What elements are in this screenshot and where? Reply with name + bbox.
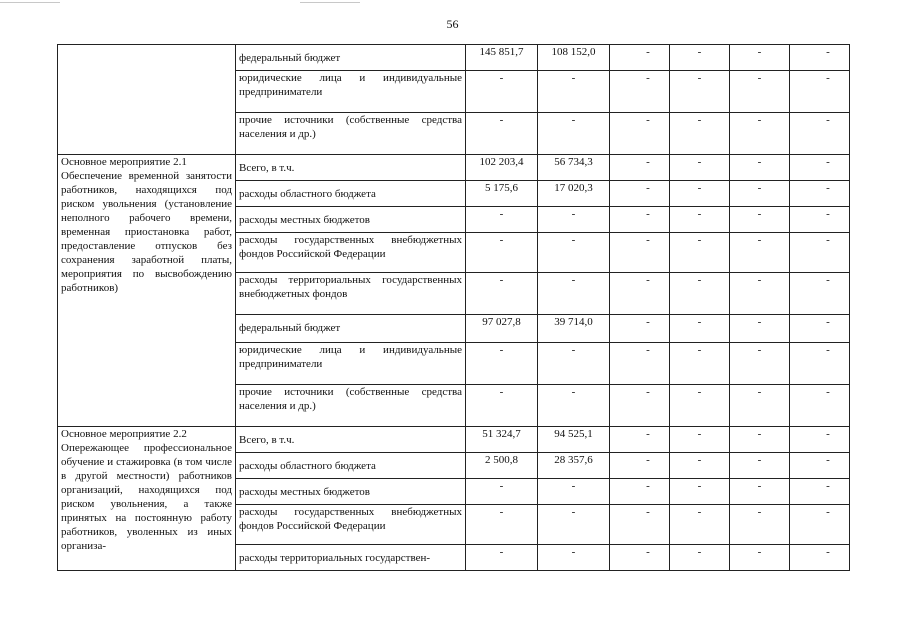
dash-cell: - <box>730 315 790 343</box>
funding-source-cell: федеральный бюджет <box>236 45 466 71</box>
funding-source-cell: расходы государственных внебюджетных фондов Российской Федерации <box>236 505 466 545</box>
scan-edge-mark-mid <box>300 2 360 3</box>
value-cell: 2 500,8 <box>466 453 538 479</box>
funding-source-cell: Всего, в т.ч. <box>236 427 466 453</box>
dash-cell: - <box>610 453 670 479</box>
measure-cell-continued <box>58 45 236 155</box>
dash-cell: - <box>730 385 790 427</box>
value-cell: - <box>538 233 610 273</box>
dash-cell: - <box>730 343 790 385</box>
funding-source-cell: федеральный бюджет <box>236 315 466 343</box>
dash-cell: - <box>670 385 730 427</box>
dash-cell: - <box>670 505 730 545</box>
dash-cell: - <box>610 233 670 273</box>
dash-cell: - <box>610 315 670 343</box>
value-cell: 39 714,0 <box>538 315 610 343</box>
financing-table <box>57 44 850 571</box>
value-cell: - <box>538 545 610 571</box>
dash-cell: - <box>610 343 670 385</box>
value-cell: 94 525,1 <box>538 427 610 453</box>
table-row <box>58 155 850 181</box>
dash-cell: - <box>790 315 850 343</box>
value-cell: - <box>466 273 538 315</box>
value-cell: - <box>538 505 610 545</box>
dash-cell: - <box>730 479 790 505</box>
funding-source-cell: юридические лица и индивидуальные предприниматели <box>236 343 466 385</box>
measure-title: Основное мероприятие 2.2 <box>61 428 187 440</box>
dash-cell: - <box>670 453 730 479</box>
value-cell: - <box>538 343 610 385</box>
dash-cell: - <box>610 545 670 571</box>
dash-cell: - <box>670 273 730 315</box>
measure-description: Обеспечение временной занятости работников, находящихся под риском увольнения (установление неполного рабочего времени, временная приостановка работ, предоставление отпусков без сохранения заработной платы, мероприятия по высвобождению работников) <box>61 170 232 294</box>
value-cell: - <box>466 233 538 273</box>
value-cell: 51 324,7 <box>466 427 538 453</box>
funding-source-cell: расходы территориальных государственных внебюджетных фондов <box>236 273 466 315</box>
dash-cell: - <box>790 273 850 315</box>
dash-cell: - <box>790 453 850 479</box>
scan-edge-mark-left <box>0 2 60 3</box>
dash-cell: - <box>730 453 790 479</box>
value-cell: - <box>466 479 538 505</box>
dash-cell: - <box>790 545 850 571</box>
dash-cell: - <box>670 207 730 233</box>
dash-cell: - <box>730 207 790 233</box>
funding-source-cell: расходы местных бюджетов <box>236 479 466 505</box>
dash-cell: - <box>670 343 730 385</box>
dash-cell: - <box>670 233 730 273</box>
value-cell: - <box>538 113 610 155</box>
dash-cell: - <box>610 45 670 71</box>
dash-cell: - <box>790 233 850 273</box>
value-cell: 97 027,8 <box>466 315 538 343</box>
funding-source-cell: юридические лица и индивидуальные предприниматели <box>236 71 466 113</box>
dash-cell: - <box>670 181 730 207</box>
value-cell: - <box>466 113 538 155</box>
value-cell: 108 152,0 <box>538 45 610 71</box>
funding-source-cell: расходы местных бюджетов <box>236 207 466 233</box>
dash-cell: - <box>790 155 850 181</box>
dash-cell: - <box>730 181 790 207</box>
dash-cell: - <box>790 479 850 505</box>
value-cell: - <box>466 71 538 113</box>
dash-cell: - <box>610 155 670 181</box>
value-cell: 5 175,6 <box>466 181 538 207</box>
measure-title: Основное мероприятие 2.1 <box>61 156 187 168</box>
dash-cell: - <box>730 545 790 571</box>
dash-cell: - <box>670 155 730 181</box>
value-cell: 56 734,3 <box>538 155 610 181</box>
funding-source-cell: расходы территориальных государствен- <box>236 545 466 571</box>
dash-cell: - <box>670 71 730 113</box>
table-row <box>58 45 850 71</box>
dash-cell: - <box>730 113 790 155</box>
dash-cell: - <box>610 113 670 155</box>
dash-cell: - <box>790 385 850 427</box>
dash-cell: - <box>730 45 790 71</box>
dash-cell: - <box>790 343 850 385</box>
measure-2-1-cell <box>58 155 236 427</box>
dash-cell: - <box>730 273 790 315</box>
value-cell: - <box>466 343 538 385</box>
dash-cell: - <box>790 207 850 233</box>
value-cell: - <box>466 207 538 233</box>
dash-cell: - <box>670 427 730 453</box>
value-cell: 102 203,4 <box>466 155 538 181</box>
dash-cell: - <box>610 71 670 113</box>
value-cell: - <box>466 505 538 545</box>
table-row <box>58 427 850 453</box>
value-cell: - <box>538 385 610 427</box>
value-cell: - <box>466 385 538 427</box>
page-number: 56 <box>446 17 459 31</box>
dash-cell: - <box>670 113 730 155</box>
dash-cell: - <box>670 479 730 505</box>
value-cell: - <box>538 479 610 505</box>
dash-cell: - <box>730 505 790 545</box>
dash-cell: - <box>790 505 850 545</box>
dash-cell: - <box>790 113 850 155</box>
dash-cell: - <box>610 427 670 453</box>
dash-cell: - <box>610 505 670 545</box>
funding-source-cell: прочие источники (собственные средства населения и др.) <box>236 385 466 427</box>
dash-cell: - <box>730 427 790 453</box>
funding-source-cell: расходы государственных внебюджетных фондов Российской Федерации <box>236 233 466 273</box>
value-cell: 145 851,7 <box>466 45 538 71</box>
dash-cell: - <box>610 207 670 233</box>
dash-cell: - <box>790 181 850 207</box>
measure-description: Опережающее профессиональное обучение и стажировка (в том числе в другой местности) работников организаций, находящихся под риском увольнения, а также принятых на постоянную работу работников, уволенных из иных организа- <box>61 442 232 552</box>
dash-cell: - <box>670 45 730 71</box>
dash-cell: - <box>790 71 850 113</box>
value-cell: 17 020,3 <box>538 181 610 207</box>
dash-cell: - <box>670 545 730 571</box>
dash-cell: - <box>610 385 670 427</box>
dash-cell: - <box>670 315 730 343</box>
value-cell: 28 357,6 <box>538 453 610 479</box>
dash-cell: - <box>730 233 790 273</box>
funding-source-cell: прочие источники (собственные средства населения и др.) <box>236 113 466 155</box>
dash-cell: - <box>790 427 850 453</box>
value-cell: - <box>538 273 610 315</box>
value-cell: - <box>538 71 610 113</box>
dash-cell: - <box>730 71 790 113</box>
dash-cell: - <box>730 155 790 181</box>
dash-cell: - <box>790 45 850 71</box>
funding-source-cell: расходы областного бюджета <box>236 181 466 207</box>
value-cell: - <box>538 207 610 233</box>
dash-cell: - <box>610 181 670 207</box>
funding-source-cell: расходы областного бюджета <box>236 453 466 479</box>
dash-cell: - <box>610 479 670 505</box>
dash-cell: - <box>610 273 670 315</box>
value-cell: - <box>466 545 538 571</box>
measure-2-2-cell <box>58 427 236 571</box>
funding-source-cell: Всего, в т.ч. <box>236 155 466 181</box>
